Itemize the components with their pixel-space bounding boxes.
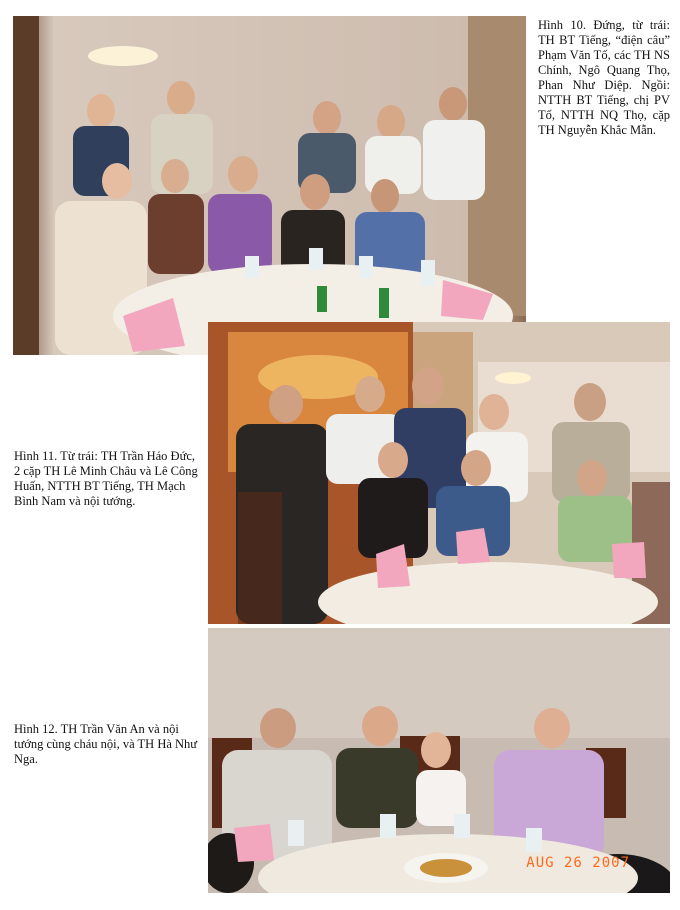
photo-date-stamp: AUG 26 2007 (526, 855, 630, 871)
caption-hinh-10: Hình 10. Đứng, từ trái: TH BT Tiếng, “điện câu” Phạm Văn Tố, các TH NS Chính, Ngô Quang Thọ, Phan Như Diệp. Ngồi: NTTH BT Tiếng, chị PV Tố, NTTH NQ Thọ, cặp TH Nguyễn Khắc Mẫn. (538, 18, 670, 137)
photo-hinh-10 (13, 16, 526, 355)
caption-hinh-11: Hình 11. Từ trái: TH Trần Háo Đức, 2 cặp TH Lê Minh Châu và Lê Công Huấn, NTTH BT Tiếng, TH Mạch Bình Nam và nội tướng. (14, 449, 198, 508)
caption-hinh-12: Hình 12. TH Trần Văn An và nội tướng cùng cháu nội, và TH Hà Như Nga. (14, 722, 198, 766)
photo-hinh-12 (208, 628, 670, 893)
photo-hinh-11 (208, 322, 670, 624)
